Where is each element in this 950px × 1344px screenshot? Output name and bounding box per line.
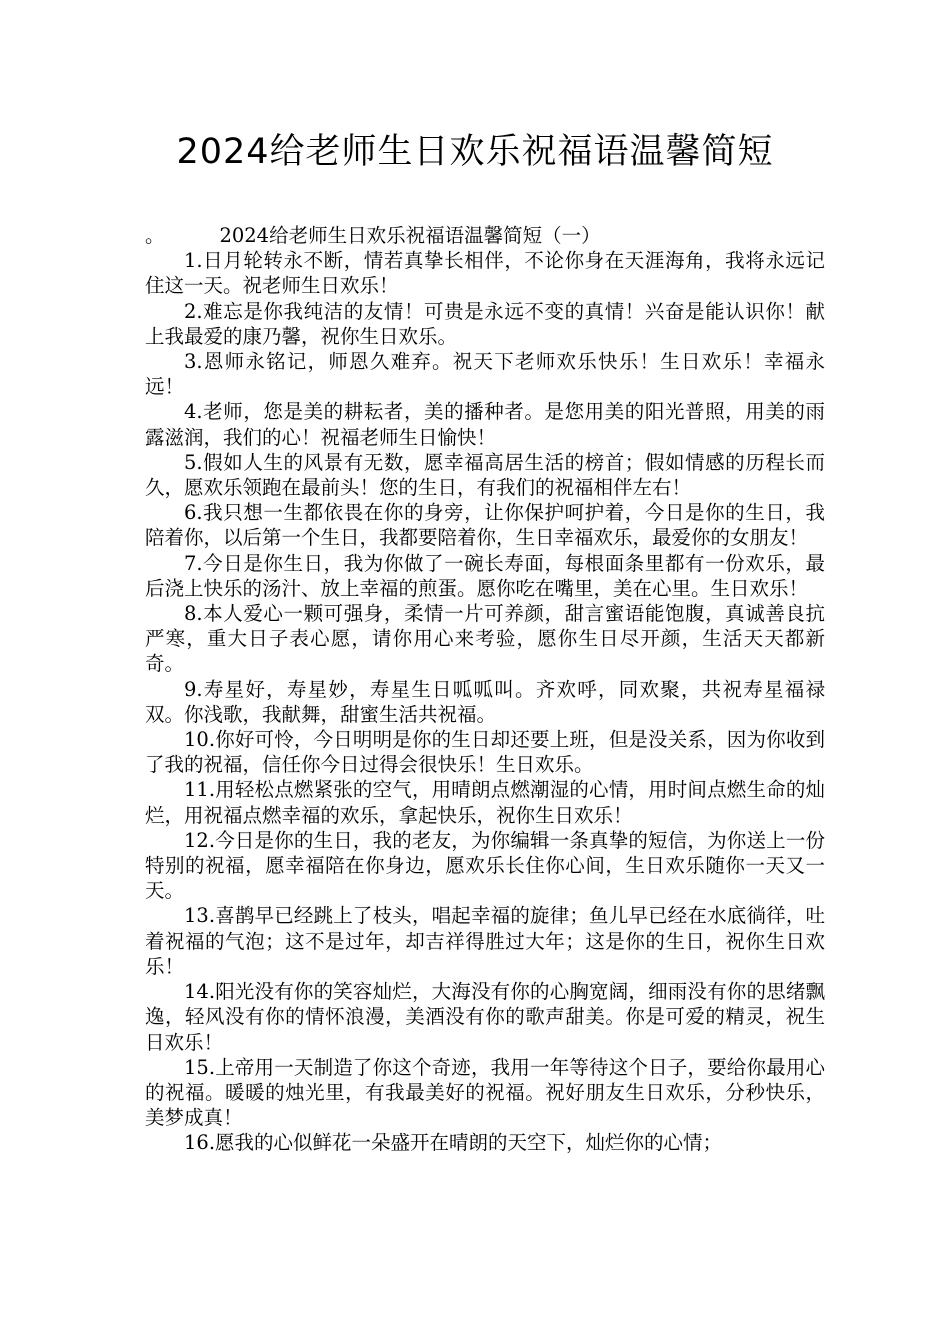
- paragraph-1: 1.日月轮转永不断，情若真挚长相伴，不论你身在天涯海角，我将永远记住这一天。祝老师生日欢乐！: [145, 249, 825, 298]
- paragraph-8: 8.本人爱心一颗可强身，柔情一片可养颜，甜言蜜语能饱腹，真诚善良抗严寒，重大日子表心愿，请你用心来考验，愿你生日尽开颜，生活天天都新奇。: [145, 602, 825, 676]
- paragraph-16: 16.愿我的心似鲜花一朵盛开在晴朗的天空下，灿烂你的心情；: [184, 1131, 723, 1155]
- paragraph-11: 11.用轻松点燃紧张的空气，用晴朗点燃潮湿的心情，用时间点燃生命的灿烂，用祝福点燃幸福的欢乐，拿起快乐，祝你生日欢乐！: [145, 778, 825, 827]
- paragraph-12: 12.今日是你的生日，我的老友，为你编辑一条真挚的短信，为你送上一份特别的祝福，愿幸福陪在你身边，愿欢乐长住你心间，生日欢乐随你一天又一天。: [145, 828, 825, 903]
- paragraph-2: 2.难忘是你我纯洁的友情！可贵是永远不变的真情！兴奋是能认识你！献上我最爱的康乃馨，祝你生日欢乐。: [145, 299, 825, 348]
- paragraph-4: 4.老师，您是美的耕耘者，美的播种者。是您用美的阳光普照，用美的雨露滋润，我们的心！祝福老师生日愉快！: [145, 400, 825, 449]
- paragraph-15: 15.上帝用一天制造了你这个奇迹，我用一年等待这个日子，要给你最用心的祝福。暖暖的烛光里，有我最美好的祝福。祝好朋友生日欢乐，分秒快乐，美梦成真！: [145, 1055, 825, 1130]
- paragraph-6: 6.我只想一生都依畏在你的身旁，让你保护呵护着，今日是你的生日，我陪着你，以后第一个生日，我都要陪着你，生日幸福欢乐，最爱你的女朋友！: [145, 501, 825, 550]
- paragraph-13: 13.喜鹊早已经跳上了枝头，唱起幸福的旋律；鱼儿早已经在水底徜徉，吐着祝福的气泡；这不是过年，却吉祥得胜过大年；这是你的生日，祝你生日欢乐！: [145, 904, 825, 978]
- paragraph-10: 10.你好可怜，今日明明是你的生日却还要上班，但是没关系，因为你收到了我的祝福，信任你今日过得会很快乐！生日欢乐。: [145, 728, 825, 777]
- paragraph-14: 14.阳光没有你的笑容灿烂，大海没有你的心胸宽阔，细雨没有你的思绪飘逸，轻风没有你的情怀浪漫，美酒没有你的歌声甜美。你是可爱的精灵，祝生日欢乐！: [145, 980, 825, 1054]
- section-subheading: 。 2024给老师生日欢乐祝福语温馨简短（一）: [145, 224, 601, 247]
- page-title: 2024给老师生日欢乐祝福语温馨简短: [176, 132, 774, 172]
- paragraph-9: 9.寿星好，寿星妙，寿星生日呱呱叫。齐欢呼，同欢聚，共祝寿星福禄双。你浅歌，我献舞，甜蜜生活共祝福。: [145, 677, 825, 726]
- paragraph-5: 5.假如人生的风景有无数，愿幸福高居生活的榜首；假如情感的历程长而久，愿欢乐领跑在最前头！您的生日，有我们的祝福相伴左右！: [145, 450, 825, 500]
- paragraph-3: 3.恩师永铭记，师恩久难弃。祝天下老师欢乐快乐！生日欢乐！幸福永远！: [145, 350, 825, 399]
- paragraph-7: 7.今日是你生日，我为你做了一碗长寿面，每根面条里都有一份欢乐，最后浇上快乐的汤汁、放上幸福的煎蛋。愿你吃在嘴里，美在心里。生日欢乐！: [145, 551, 825, 600]
- document-body: [145, 223, 825, 1156]
